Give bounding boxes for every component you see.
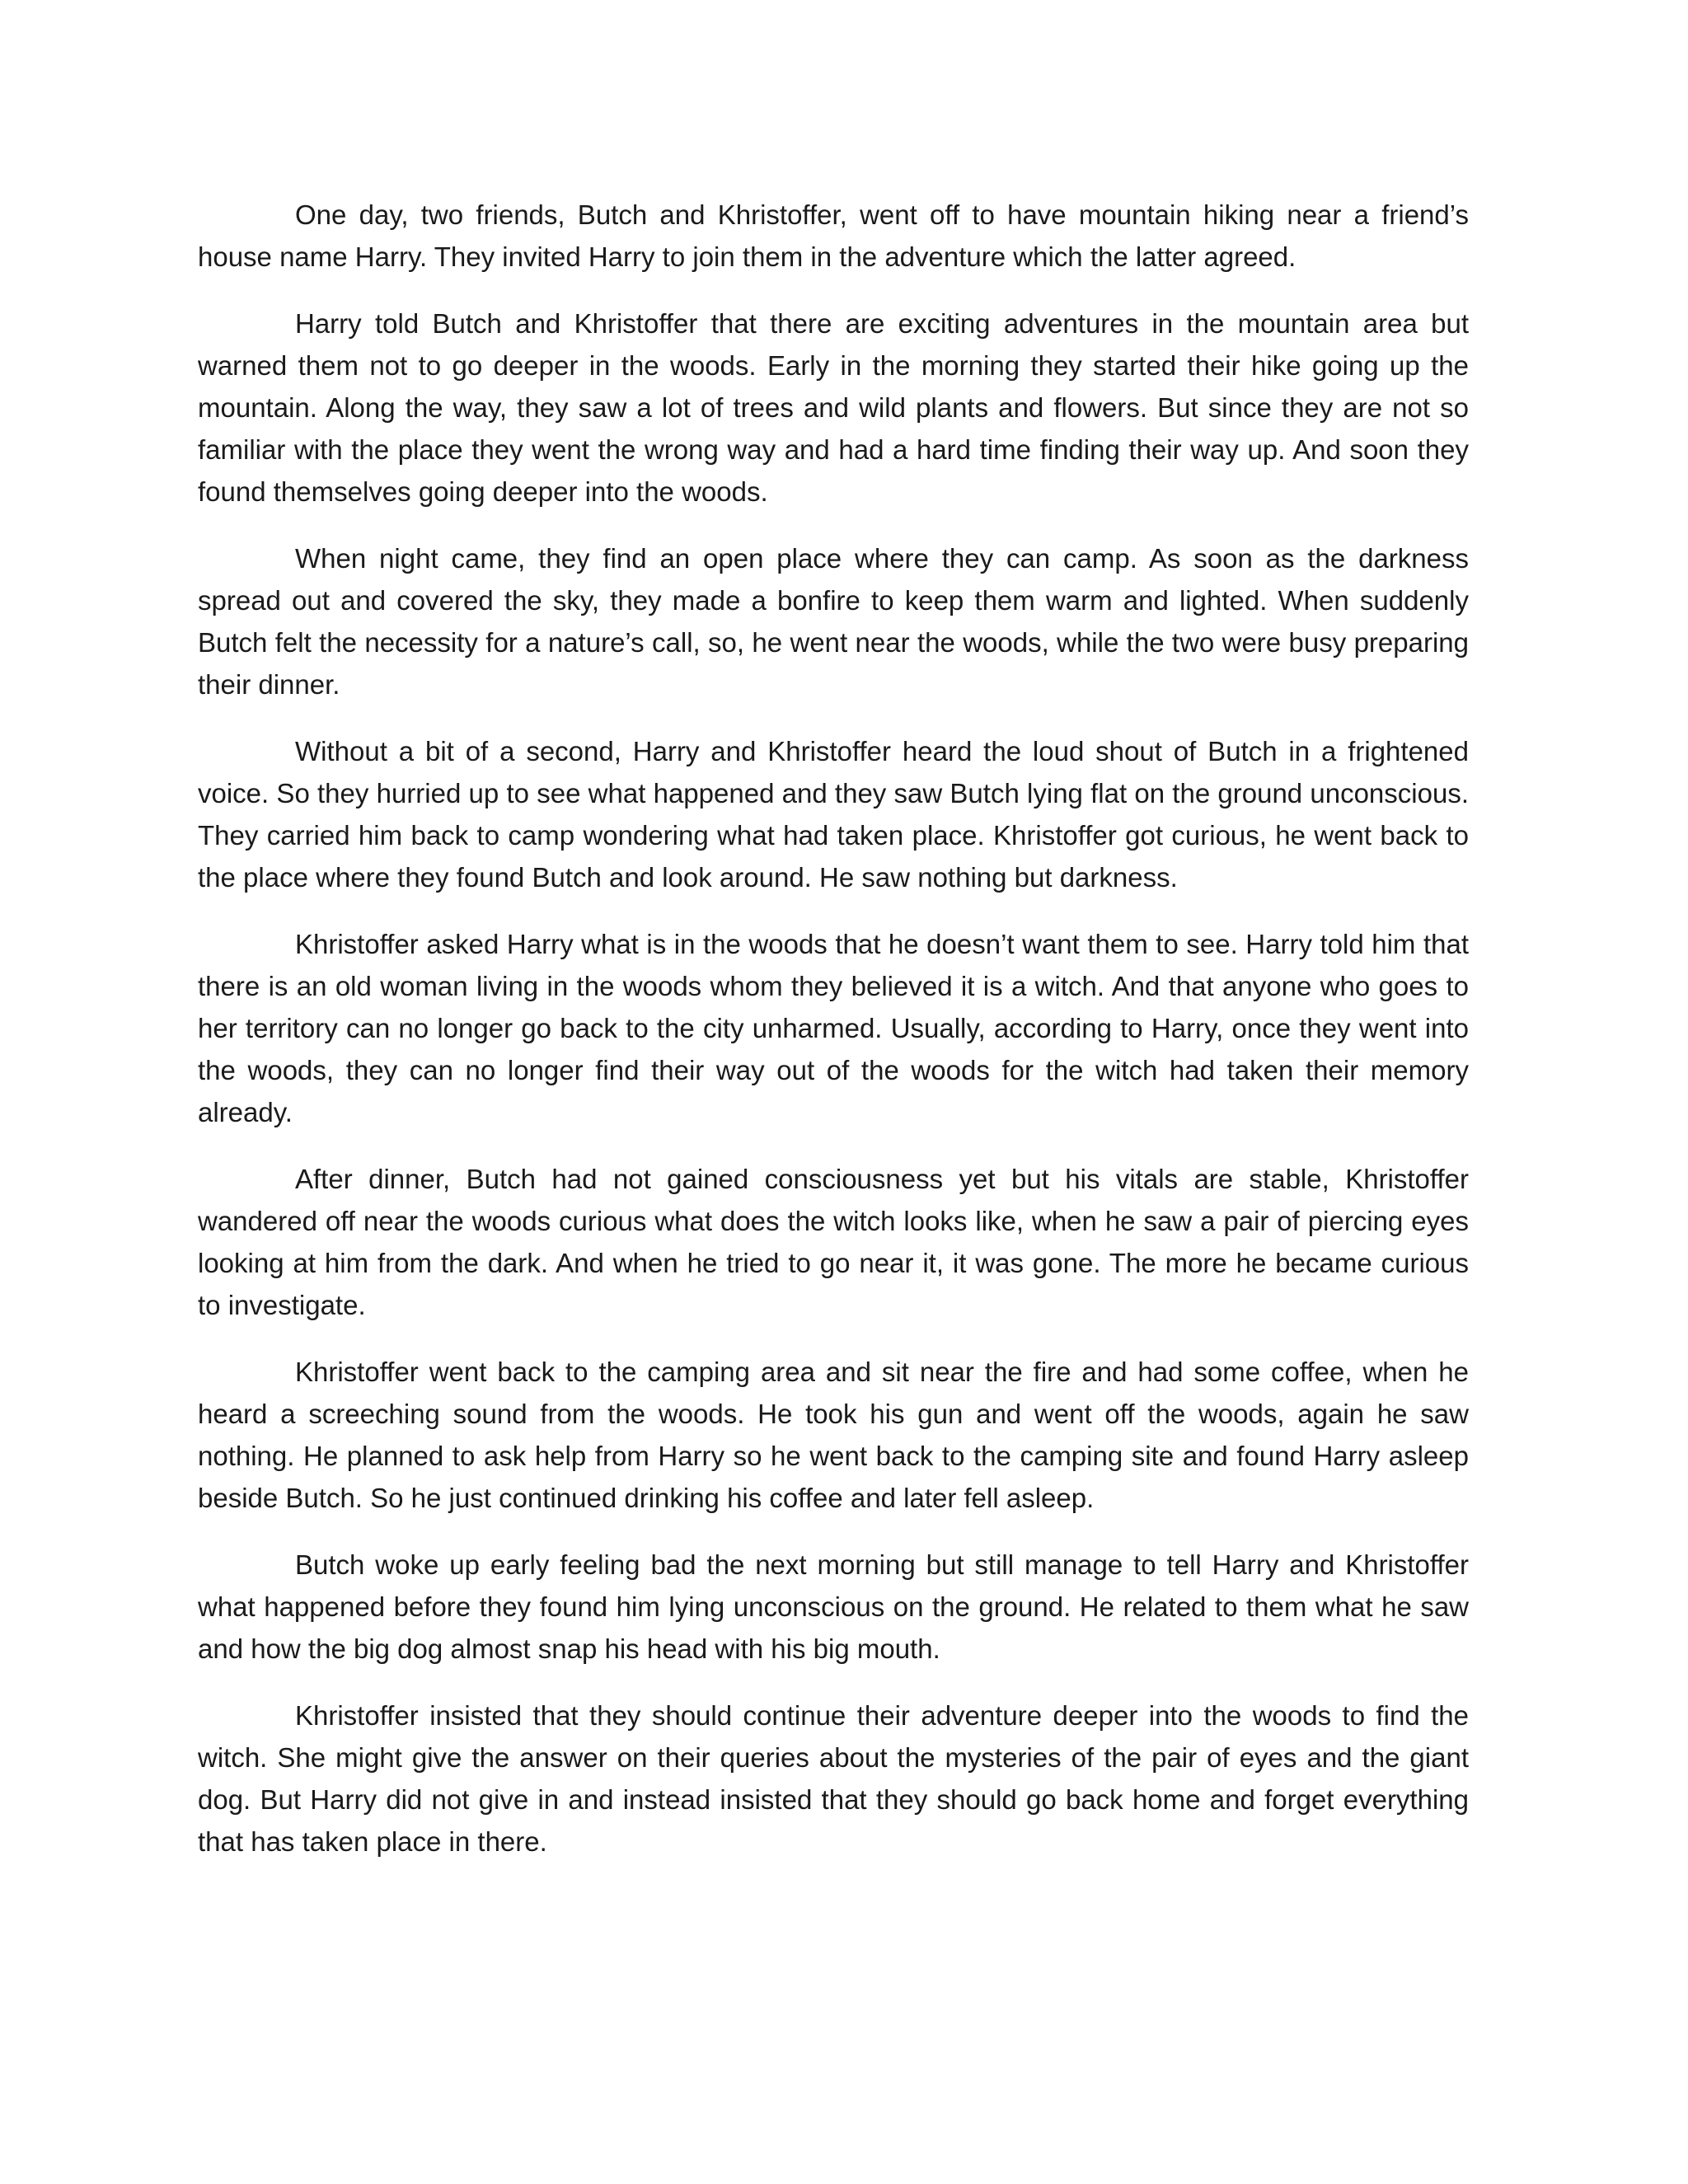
paragraph-6: After dinner, Butch had not gained consciousness yet but his vitals are stable, Khristoffer wandered off near the woods curious what does the witch looks like, when he saw a pair of piercing eyes looking at him from the dark. And when he tried to go near it, it was gone. The more he became curious to investigate. (198, 1164, 1469, 1320)
paragraph-7: Khristoffer went back to the camping area and sit near the fire and had some coffee, when he heard a screeching sound from the woods. He took his gun and went off the woods, again he saw nothing. He planned to ask help from Harry so he went back to the camping site and found Harry asleep beside Butch. So he just continued drinking his coffee and later fell asleep. (198, 1357, 1469, 1513)
paragraph-4: Without a bit of a second, Harry and Khristoffer heard the loud shout of Butch in a frightened voice. So they hurried up to see what happened and they saw Butch lying flat on the ground unconscious. They carried him back to camp wondering what had taken place. Khristoffer got curious, he went back to the place where they found Butch and look around. He saw nothing but darkness. (198, 736, 1469, 893)
paragraph-8: Butch woke up early feeling bad the next morning but still manage to tell Harry and Khristoffer what happened before they found him lying unconscious on the ground. He related to them what he saw and how the big dog almost snap his head with his big mouth. (198, 1549, 1469, 1664)
paragraph-1: One day, two friends, Butch and Khristoffer, went off to have mountain hiking near a friend’s house name Harry. They invited Harry to join them in the adventure which the latter agreed. (198, 199, 1469, 272)
paragraph-2: Harry told Butch and Khristoffer that there are exciting adventures in the mountain area but warned them not to go deeper in the woods. Early in the morning they started their hike going up the mountain. Along the way, they saw a lot of trees and wild plants and flowers. But since they are not so familiar with the place they went the wrong way and had a hard time finding their way up. And soon they found themselves going deeper into the woods. (198, 308, 1469, 507)
paragraph-9: Khristoffer insisted that they should continue their adventure deeper into the woods to find the witch. She might give the answer on their queries about the mysteries of the pair of eyes and the giant dog. But Harry did not give in and instead insisted that they should go back home and forget everything that has taken place in there. (198, 1700, 1469, 1857)
story-body (198, 194, 1469, 1887)
paragraph-5: Khristoffer asked Harry what is in the woods that he doesn’t want them to see. Harry told him that there is an old woman living in the woods whom they believed it is a witch. And that anyone who goes to her territory can no longer go back to the city unharmed. Usually, according to Harry, once they went into the woods, they can no longer find their way out of the woods for the witch had taken their memory already. (198, 929, 1469, 1127)
paragraph-3: When night came, they find an open place where they can camp. As soon as the darkness spread out and covered the sky, they made a bonfire to keep them warm and lighted. When suddenly Butch felt the necessity for a nature’s call, so, he went near the woods, while the two were busy preparing their dinner. (198, 543, 1469, 700)
